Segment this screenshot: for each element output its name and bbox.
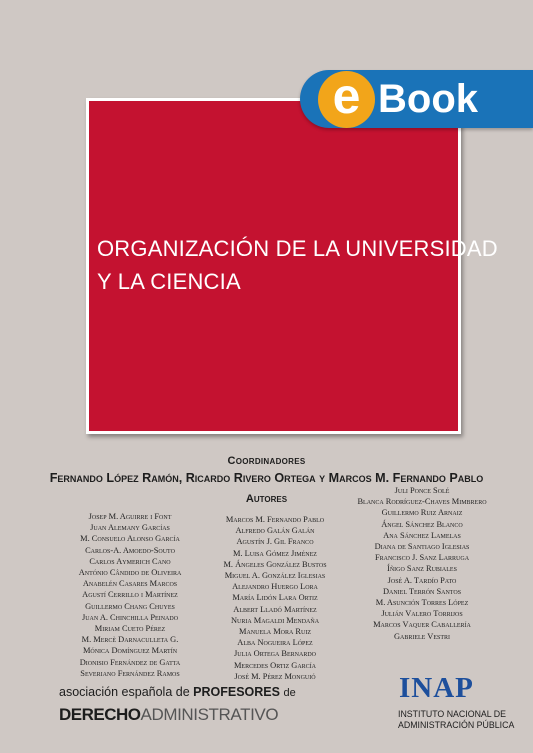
author-name: Nuria Magaldi Mendaña: [230, 615, 320, 625]
inap-name: [398, 709, 528, 731]
author-name: Juan Alemany Garcías: [90, 523, 170, 533]
author-name: Josep M. Aguirre i Font: [88, 512, 172, 521]
author-name: Íñigo Sanz Rubiales: [387, 564, 457, 574]
author-name: Miriam Cueto Pérez: [94, 624, 166, 634]
authors-column-1: [55, 511, 205, 679]
author-name: Severiano Fernández Ramos: [80, 668, 180, 678]
author-name: Ángel Sánchez Blanco: [381, 519, 463, 529]
author-name: M. Mercè Darnaculleta G.: [81, 635, 179, 645]
aepda-line-1: [59, 685, 296, 699]
author-name: Agustí Cerrillo i Martínez: [82, 590, 178, 600]
ebook-label: Book: [378, 77, 478, 121]
inap-logo: INAP: [399, 672, 474, 704]
author-name: Mónica Domínguez Martín: [82, 646, 178, 656]
author-name: Juli Ponce Solé: [394, 486, 450, 495]
aepda-prefix: asociación española de: [59, 685, 190, 699]
author-name: Carlos Aymerich Cano: [89, 556, 171, 566]
title-line-1: ORGANIZACIÓN DE LA UNIVERSIDAD: [97, 236, 498, 261]
author-name: Juan A. Chinchilla Peinado: [81, 612, 179, 622]
author-name: Daniel Terrón Santos: [382, 586, 462, 596]
author-name: Francisco J. Sanz Larruga: [374, 553, 470, 563]
authors-heading: Autores: [245, 493, 288, 505]
author-name: Albert Lladó Martínez: [233, 604, 317, 614]
aepda-administrativo: ADMINISTRATIVO: [140, 705, 279, 724]
authors-column-2: [196, 514, 354, 682]
author-name: Guillermo Chang Chuyes: [85, 601, 175, 611]
author-name: Anabelén Casares Marcos: [82, 579, 178, 589]
coordinators-heading: Coordinadores: [227, 455, 306, 467]
author-name: José M. Pérez Monguió: [234, 671, 316, 681]
author-name: Ana Sánchez Lamelas: [383, 530, 461, 540]
author-name: Guillermo Ruiz Arnaiz: [381, 508, 463, 518]
author-name: Julián Valero Torrijos: [381, 609, 463, 619]
ebook-e-icon: e: [318, 71, 375, 128]
author-name: António Cândido de Oliveira: [78, 568, 182, 578]
author-name: Julia Ortega Bernardo: [233, 649, 317, 659]
author-name: Manuela Mora Ruiz: [239, 627, 311, 637]
author-name: José A. Tardío Pato: [387, 575, 457, 585]
author-name: Alfredo Galán Galán: [235, 526, 315, 536]
author-name: Gabriele Vestri: [393, 631, 451, 641]
author-name: Diana de Santiago Iglesias: [374, 542, 470, 552]
coordinators-names: Fernando López Ramón, Ricardo Rivero Ortega y Marcos M. Fernando Pablo: [49, 471, 484, 485]
author-name: Mercedes Ortiz García: [233, 660, 317, 670]
inap-name-line-2: ADMINISTRACIÓN PÚBLICA: [398, 720, 515, 730]
aepda-line-2: [59, 705, 278, 725]
author-name: Alba Nogueira López: [237, 638, 313, 648]
author-name: Blanca Rodríguez-Chaves Mimbrero: [357, 497, 487, 507]
author-name: Miguel A. González Iglesias: [224, 571, 326, 581]
author-name: María Lidón Lara Ortiz: [232, 593, 318, 603]
title-line-2: Y LA CIENCIA: [97, 269, 241, 294]
aepda-profesores: PROFESORES: [193, 685, 280, 699]
aepda-de: de: [283, 687, 296, 699]
author-name: M. Asunción Torres López: [375, 598, 469, 608]
author-name: Marcos M. Fernando Pablo: [225, 515, 325, 524]
author-name: Carlos-A. Amoedo-Souto: [85, 545, 175, 555]
inap-name-line-1: INSTITUTO NACIONAL DE: [398, 709, 507, 719]
author-name: M. Consuelo Alonso García: [80, 534, 180, 544]
author-name: Dionisio Fernández de Gatta: [79, 657, 181, 667]
authors-column-3: [345, 485, 499, 642]
author-name: Alejandro Huergo Lora: [232, 582, 318, 592]
author-name: M. Luisa Gómez Jiménez: [233, 548, 317, 558]
author-name: Agustín J. Gil Franco: [236, 537, 314, 547]
aepda-derecho: DERECHO: [59, 705, 141, 724]
author-name: M. Ángeles González Bustos: [223, 559, 327, 569]
book-title: [97, 232, 498, 298]
aepda-logo: [57, 681, 297, 731]
author-name: Marcos Vaquer Caballería: [373, 620, 471, 630]
